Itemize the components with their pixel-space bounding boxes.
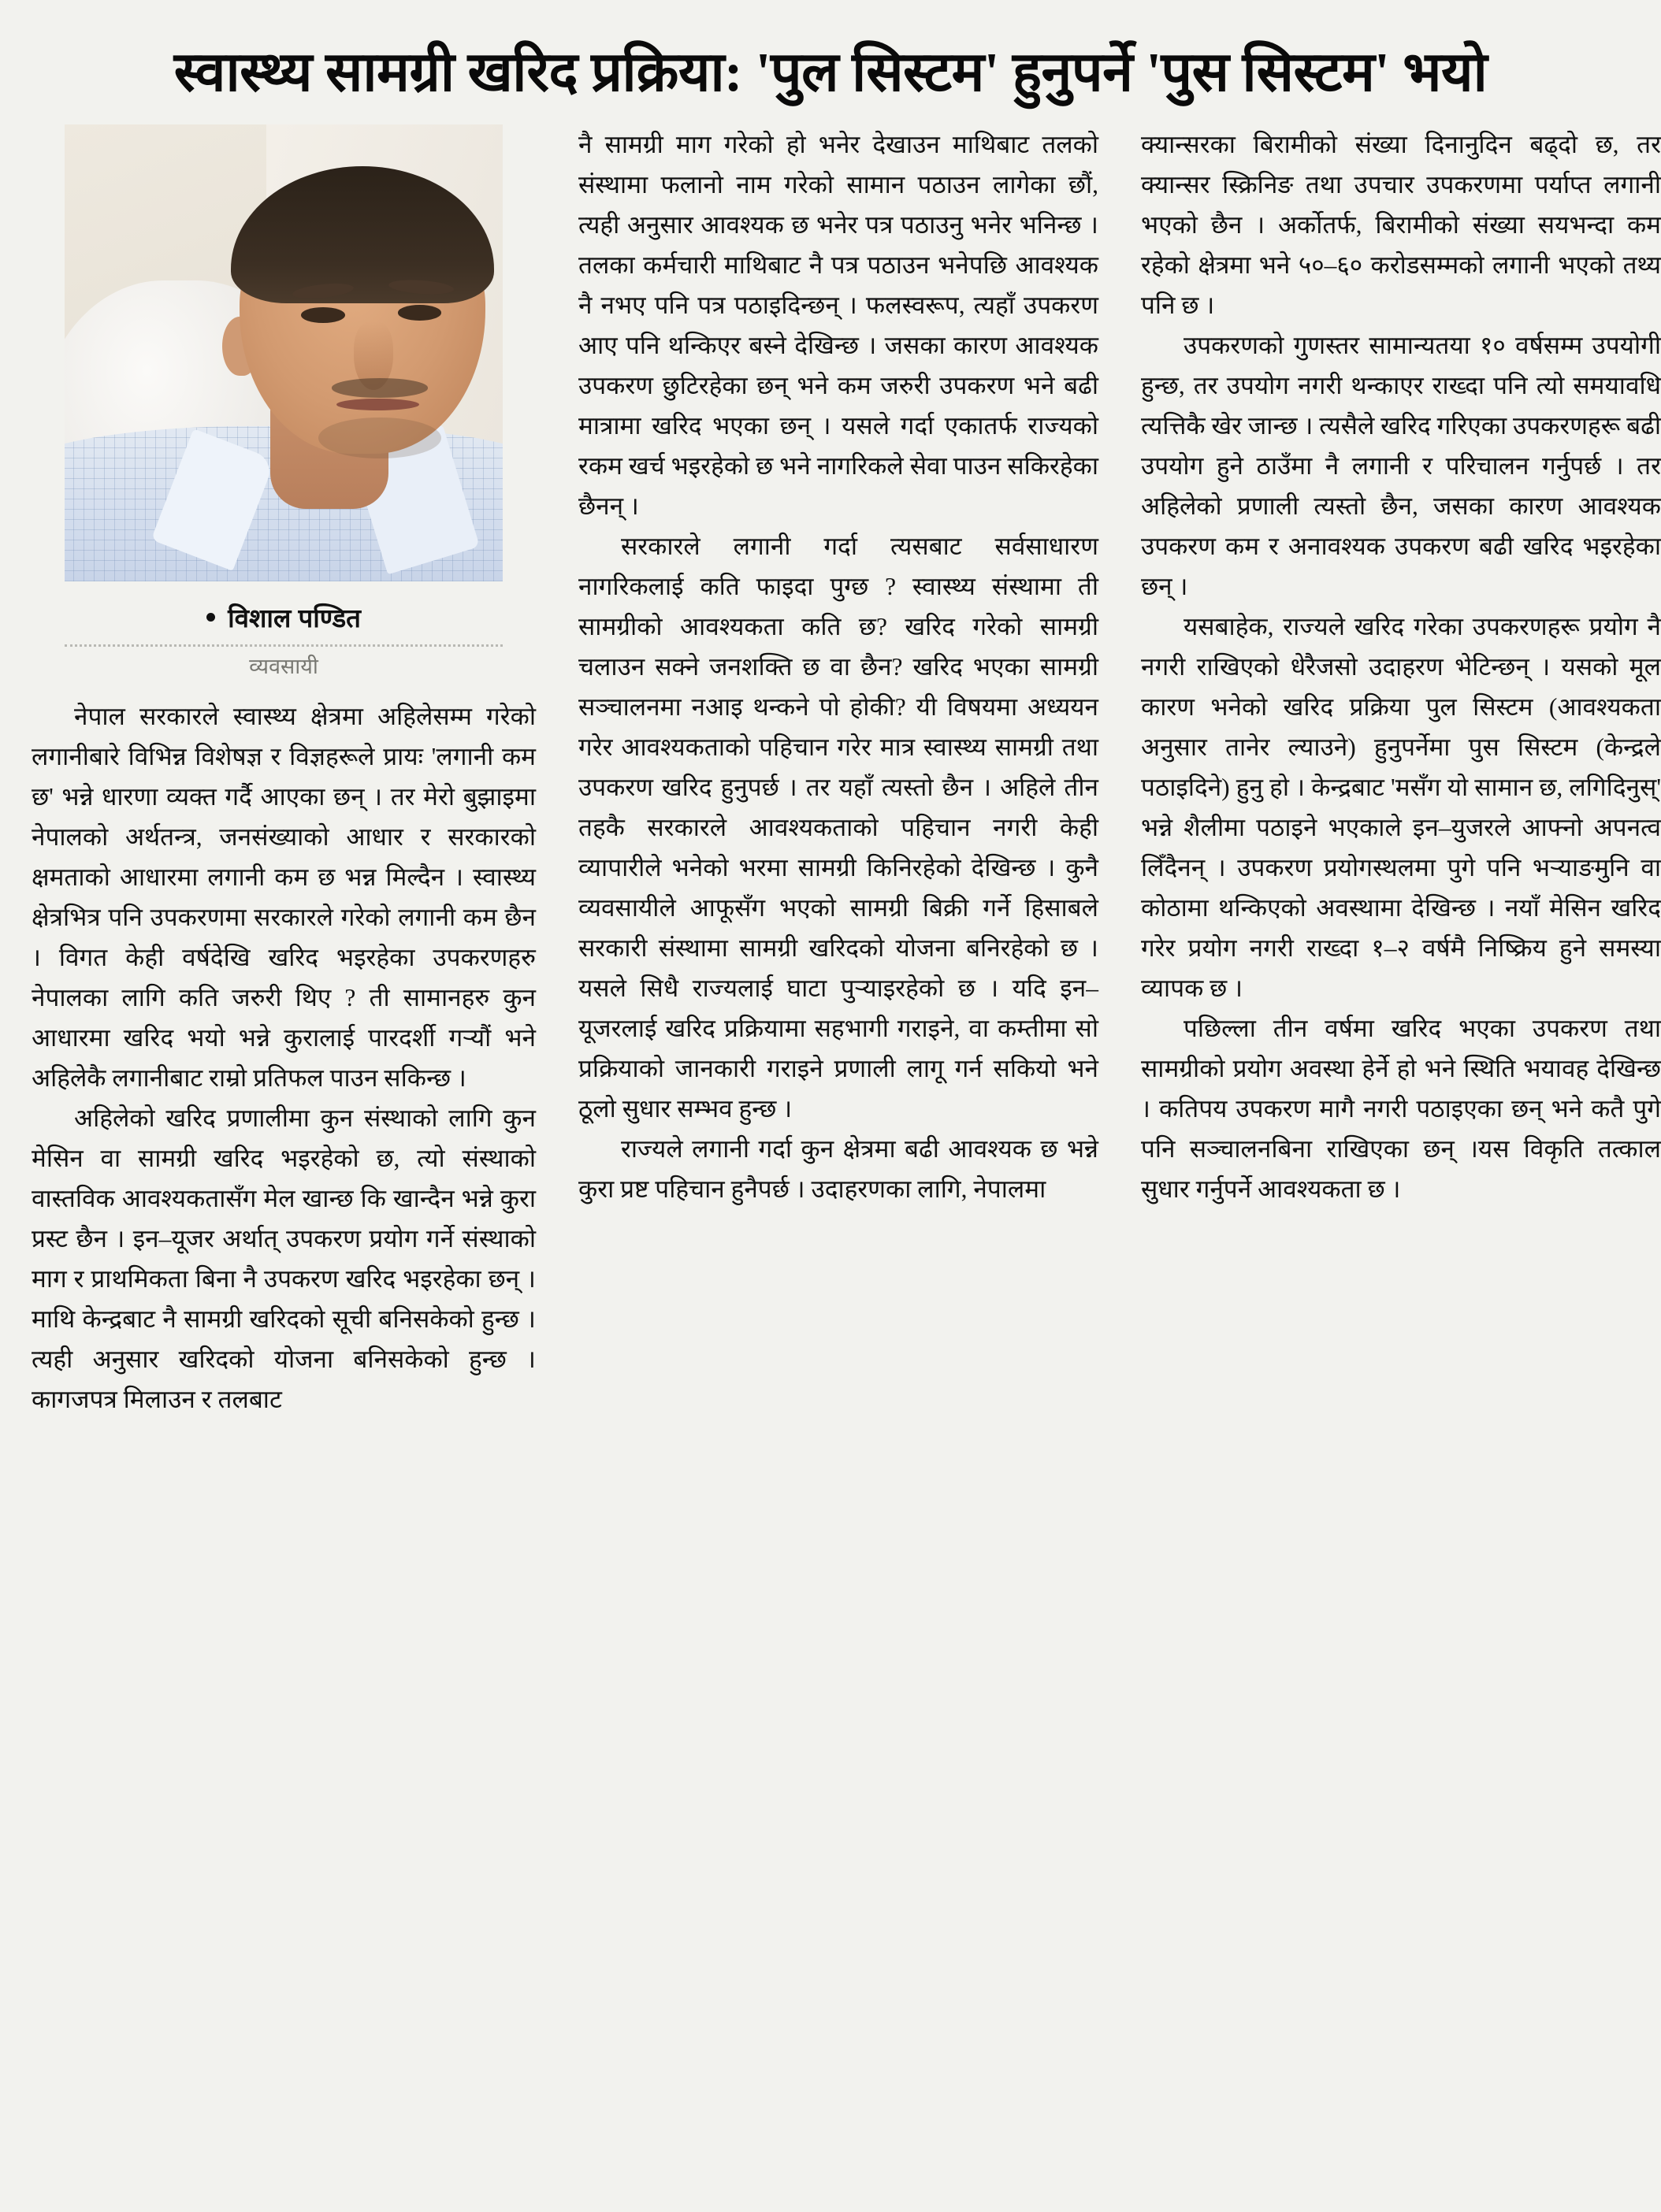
paragraph: नै सामग्री माग गरेको हो भनेर देखाउन माथिबाट तलको संस्थामा फलानो नाम गरेको सामान पठाउन लागेका छौं, त्यही अनुसार आवश्यक छ भनेर पत्र पठाउनु भनेर भनिन्छ । तलका कर्मचारी माथिबाट नै पत्र पठाउन भनेपछि आवश्यक नै नभए पनि पत्र पठाइदिन्छन् । फलस्वरूप, त्यहाँ उपकरण आए पनि थन्किएर बस्ने देखिन्छ । जसका कारण आवश्यक उपकरण छुटिरहेका छन् भने कम जरुरी उपकरण भने बढी मात्रामा खरिद भएका छन् । यसले गर्दा एकातर्फ राज्यको रकम खर्च भइरहेको छ भने नागरिकले सेवा पाउन सकिरहेका छैनन् । [578,131,1098,521]
paragraph: नेपाल सरकारले स्वास्थ्य क्षेत्रमा अहिलेसम्म गरेको लगानीबारे विभिन्न विशेषज्ञ र विज्ञहरूले प्रायः 'लगानी कम छ' भन्ने धारणा व्यक्त गर्दै आएका छन् । तर मेरो बुझाइमा नेपालको अर्थतन्त्र, जनसंख्याको आधार र सरकारको क्षमताको आधारमा लगानी कम छ भन्न मिल्दैन । स्वास्थ्य क्षेत्रभित्र पनि उपकरणमा सरकारले गरेको लगानी कम छैन । विगत केही वर्षदेखि खरिद भइरहेका उपकरणहरु नेपालका लागि कति जरुरी थिए ? ती सामानहरु कुन आधारमा खरिद भयो भन्ने कुरालाई पारदर्शी गर्‍यौं भने अहिलेकै लगानीबाट राम्रो प्रतिफल पाउन सकिन्छ । [32,702,536,1092]
column-3-body [1141,124,1661,1209]
author-photo [65,124,503,581]
bullet-icon [206,613,215,622]
paragraph: पछिल्ला तीन वर्षमा खरिद भएका उपकरण तथा सामग्रीको प्रयोग अवस्था हेर्ने हो भने स्थिति भयावह देखिन्छ । कतिपय उपकरण मागै नगरी पठाइएका छन् भने कतै पुगे पनि सञ्चालनबिना राखिएका छन् ।यस विकृति तत्काल सुधार गर्नुपर्ने आवश्यकता छ । [1141,1015,1661,1204]
column-2-body [578,124,1098,1209]
paragraph: क्यान्सरका बिरामीको संख्या दिनानुदिन बढ्दो छ, तर क्यान्सर स्क्रिनिङ तथा उपचार उपकरणमा पर्याप्त लगानी भएको छैन । अर्कोतर्फ, बिरामीको संख्या सयभन्दा कम रहेको क्षेत्रमा भने ५०–६० करोडसम्मको लगानी भएको तथ्य पनि छ । [1141,131,1661,320]
paragraph: अहिलेको खरिद प्रणालीमा कुन संस्थाको लागि कुन मेसिन वा सामग्री खरिद भइरहेको छ, त्यो संस्थाको वास्तविक आवश्यकतासँग मेल खान्छ कि खान्दैन भन्ने कुरा प्रस्ट छैन । इन–यूजर अर्थात् उपकरण प्रयोग गर्ने संस्थाको माग र प्राथमिकता बिना नै उपकरण खरिद भइरहेका छन् । माथि केन्द्रबाट नै सामग्री खरिदको सूची बनिसकेको हुन्छ । त्यही अनुसार खरिदको योजना बनिसकेको हुन्छ । कागजपत्र मिलाउन र तलबाट [32,1104,536,1413]
byline-name-row [65,602,503,634]
paragraph: उपकरणको गुणस्तर सामान्यतया १० वर्षसम्म उपयोगी हुन्छ, तर उपयोग नगरी थन्काएर राख्दा पनि त्यो समयावधि त्यत्तिकै खेर जान्छ । त्यसैले खरिद गरिएका उपकरणहरू बढी उपयोग हुने ठाउँमा नै लगानी र परिचालन गर्नुपर्छ । तर अहिलेको प्रणाली त्यस्तो छैन, जसका कारण आवश्यक उपकरण कम र अनावश्यक उपकरण बढी खरिद भइरहेका छन् । [1141,332,1661,601]
byline-author-role: व्यवसायी [249,654,318,678]
column-1-body [32,696,536,1420]
photo-eye-right [398,305,442,321]
page-headline: स्वास्थ्य सामग्री खरिद प्रक्रिया: 'पुल सिस्टम' हुनुपर्ने 'पुस सिस्टम' भयो [173,43,1488,103]
byline-author-name: विशाल पण्डित [228,603,361,633]
paragraph: सरकारले लगानी गर्दा त्यसबाट सर्वसाधारण नागरिकलाई कति फाइदा पुग्छ ? स्वास्थ्य संस्थामा ती सामग्रीको आवश्यकता कति छ? खरिद गरेको सामग्री चलाउन सक्ने जनशक्ति छ वा छैन? खरिद भएका सामग्री सञ्चालनमा नआइ थन्कने पो होकी? यी विषयमा अध्ययन गरेर आवश्यकताको पहिचान गरेर मात्र स्वास्थ्य सामग्री तथा उपकरण खरिद हुनुपर्छ । तर यहाँ त्यस्तो छैन । अहिले तीन तहकै सरकारले आवश्यकताको पहिचान नगरी केही व्यापारीले भनेको भरमा सामग्री किनिरहेको देखिन्छ । कुनै व्यवसायीले आफूसँग भएको सामग्री बिक्री गर्ने हिसाबले सरकारी संस्थामा सामग्री खरिदको योजना बनिरहेको छ । यसले सिधै राज्यलाई घाटा पुर्‍याइरहेको छ । यदि इन–यूजरलाई खरिद प्रक्रियामा सहभागी गराइने, वा कम्तीमा सो प्रक्रियाको जानकारी गराइने प्रणाली लागू गर्न सकियो भने ठूलो सुधार सम्भव हुन्छ । [578,533,1098,1123]
photo-eye-left [301,307,345,323]
author-photo-block [32,124,536,581]
paragraph: यसबाहेक, राज्यले खरिद गरेका उपकरणहरू प्रयोग नै नगरी राखिएको धेरैजसो उदाहरण भेटिन्छन् । यसको मूल कारण भनेको खरिद प्रक्रिया पुल सिस्टम (आवश्यकता अनुसार तानेर ल्याउने) हुनुपर्नेमा पुस सिस्टम (केन्द्रले पठाइदिने) हुनु हो । केन्द्रबाट 'मसँग यो सामान छ, लगिदिनुस्' भन्ने शैलीमा पठाइने भएकाले इन–युजरले आफ्नो अपनत्व लिँदैनन् । उपकरण प्रयोगस्थलमा पुगे पनि भर्‍याङमुनि वा कोठामा थन्किएको अवस्थामा देखिन्छ । नयाँ मेसिन खरिद गरेर प्रयोग नगरी राख्दा १–२ वर्षमै निष्क्रिय हुने समस्या व्यापक छ । [1141,613,1661,1003]
article-columns [32,124,1661,1419]
photo-chin [318,418,441,458]
article-column-1 [32,124,536,1419]
article-column-2 [578,124,1098,1209]
article-column-3 [1141,124,1661,1209]
byline-dotted-divider [65,644,503,647]
paragraph: राज्यले लगानी गर्दा कुन क्षेत्रमा बढी आवश्यक छ भन्ने कुरा प्रष्ट पहिचान हुनैपर्छ । उदाहरणका लागि, नेपालमा [578,1135,1098,1204]
photo-moustache [332,378,428,397]
byline [32,602,536,680]
